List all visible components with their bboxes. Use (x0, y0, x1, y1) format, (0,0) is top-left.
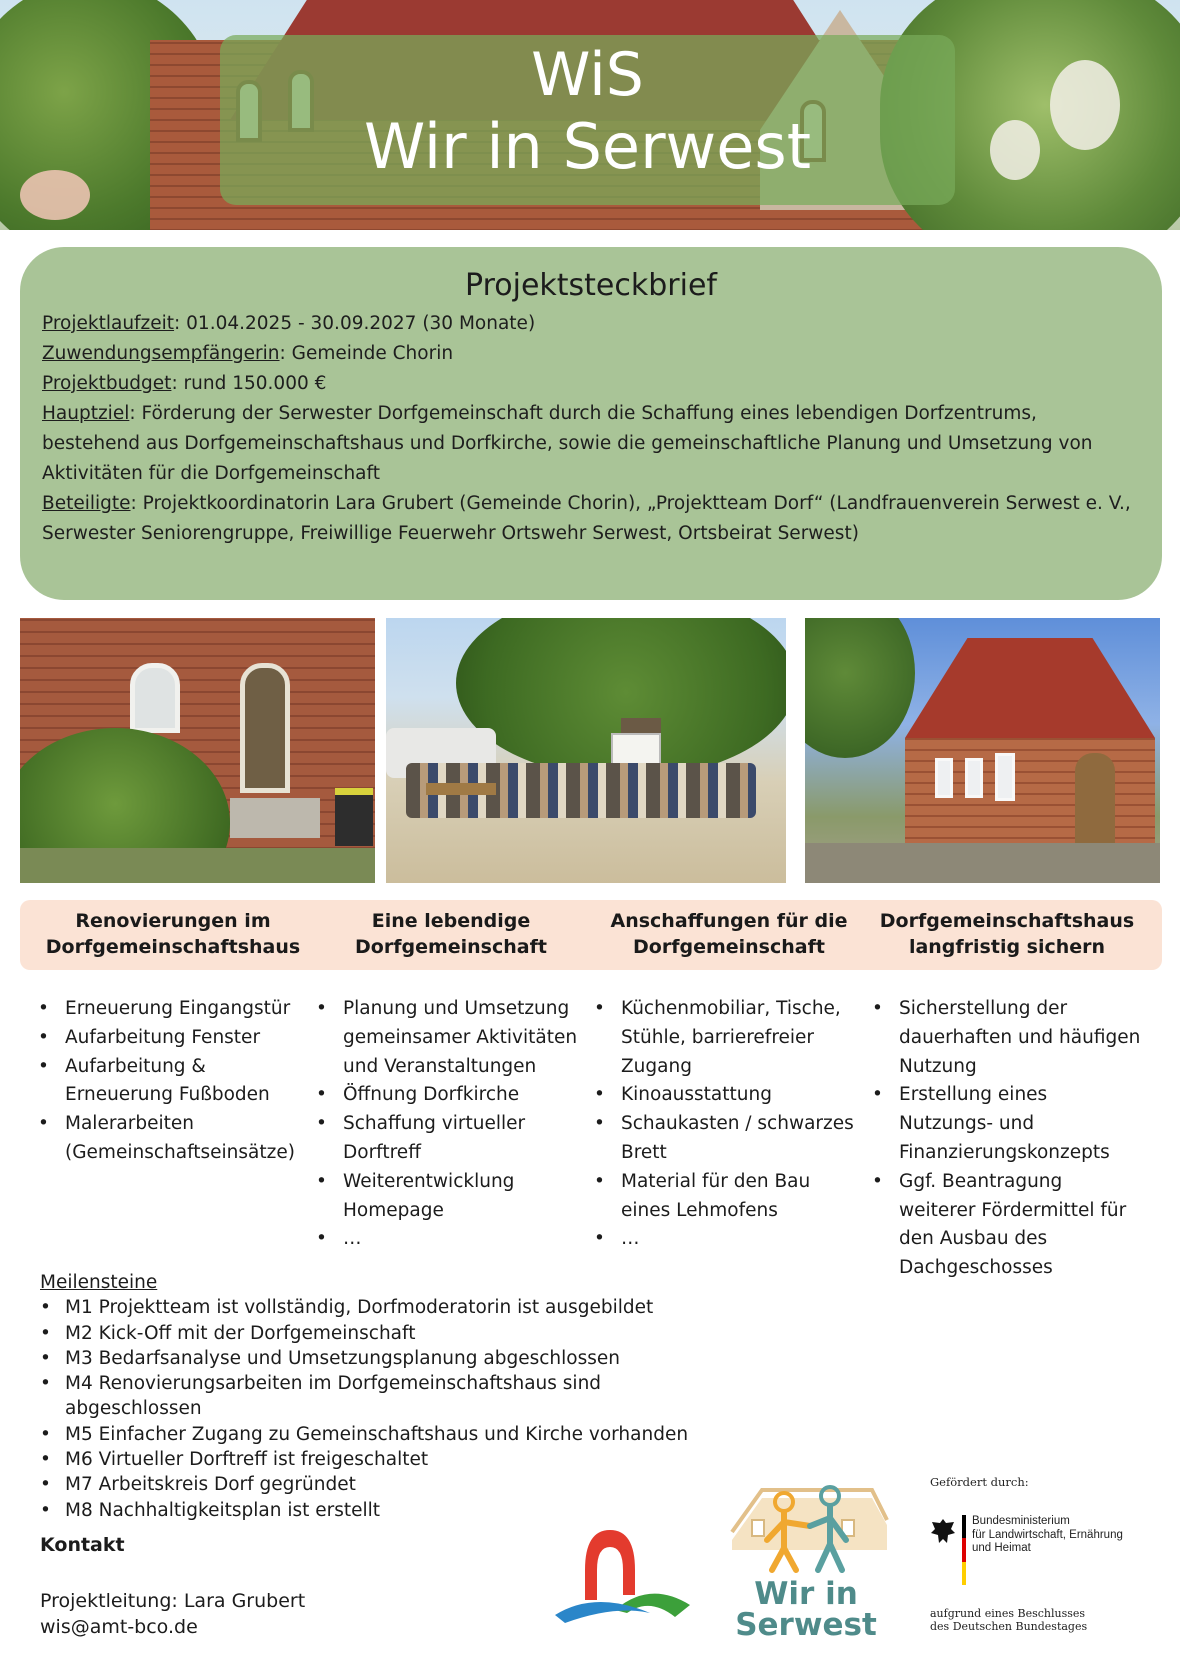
column-list-sichern (872, 995, 1142, 1283)
photo-door (1075, 753, 1115, 843)
field-key: Zuwendungsempfängerin (42, 343, 280, 364)
ministry-line: für Landwirtschaft, Ernährung (972, 1528, 1123, 1541)
decision-line: aufgrund eines Beschlusses (930, 1607, 1086, 1620)
list-item: • Kinoausstattung (594, 1081, 864, 1110)
brief-heading: Projektsteckbrief (465, 268, 717, 303)
ministry-line: Bundesministerium (972, 1515, 1070, 1527)
column-list-anschaffungen (594, 995, 864, 1254)
column-heading-anschaffungen: Anschaffungen für die Dorfgemeinschaft (610, 910, 848, 958)
list-item: • … (316, 1225, 586, 1254)
contact-email[interactable]: wis@amt-bco.de (40, 1616, 198, 1638)
milestones (40, 1270, 740, 1523)
field-key: Hauptziel (42, 403, 130, 424)
field-value: : Förderung der Serwester Dorfgemeinschaft durch die Schaffung eines lebendigen Dorfzentrums, bestehend aus Dorfgemeinschaftshaus und Dorfkirche, sowie die gemeinschaftliche Planung und Umsetzung von Aktivitäten für die Dorfgemeinschaft (42, 403, 1093, 484)
brief-field-budget (42, 369, 1140, 399)
wis-logo-window (752, 1520, 764, 1536)
list-item: • Ggf. Beantragung weiterer Fördermittel für den Ausbau des Dachgeschosses (872, 1168, 1142, 1283)
field-value: : Gemeinde Chorin (279, 343, 454, 364)
photo-window (130, 663, 180, 733)
list-item: • Erstellung eines Nutzungs- und Finanzierungskonzepts (872, 1081, 1142, 1167)
column-heading-sichern: Dorfgemeinschaftshaus langfristig sichern (879, 910, 1135, 958)
list-item: • … (594, 1225, 864, 1254)
brief-field-beteiligte (42, 489, 1140, 549)
milestone-item: • M7 Arbeitskreis Dorf gegründet (40, 1472, 740, 1497)
blossom (1050, 60, 1120, 150)
blossom (990, 120, 1040, 180)
milestone-item: • M4 Renovierungsarbeiten im Dorfgemeinschaftshaus sind abgeschlossen (40, 1371, 740, 1422)
photo-building-door (20, 618, 375, 883)
milestones-list (40, 1295, 740, 1523)
photo-window (935, 758, 953, 798)
photo-bin (335, 788, 373, 846)
milestones-title: Meilensteine (40, 1272, 158, 1293)
field-value: : rund 150.000 € (171, 373, 327, 394)
milestone-item: • M6 Virtueller Dorftreff ist freigeschaltet (40, 1447, 740, 1472)
field-key: Projektlaufzeit (42, 313, 175, 334)
contact-lead: Projektleitung: Lara Grubert (40, 1590, 306, 1612)
ministry-line: und Heimat (972, 1542, 1031, 1554)
milestone-item: • M8 Nachhaltigkeitsplan ist erstellt (40, 1498, 740, 1523)
wis-logo-text-line1: Wir in (754, 1576, 858, 1612)
list-item: • Schaffung virtueller Dorftreff (316, 1110, 586, 1168)
amt-logo (555, 1525, 695, 1625)
list-item: • Sicherstellung der dauerhaften und häufigen Nutzung (872, 995, 1142, 1081)
photo-community-house (805, 618, 1160, 883)
milestone-item: • M5 Einfacher Zugang zu Gemeinschaftshaus und Kirche vorhanden (40, 1422, 740, 1447)
milestone-item: • M2 Kick-Off mit der Dorfgemeinschaft (40, 1321, 740, 1346)
photo-window (965, 758, 983, 798)
milestone-item: • M3 Bedarfsanalyse und Umsetzungsplanung abgeschlossen (40, 1346, 740, 1371)
photo-village-meeting (386, 618, 786, 883)
project-brief (20, 247, 1162, 600)
list-item: • Weiterentwicklung Homepage (316, 1168, 586, 1226)
brief-field-hauptziel (42, 399, 1140, 489)
brief-field-empfaengerin (42, 339, 1140, 369)
photo-window (995, 753, 1015, 801)
photo-yard (805, 843, 1160, 883)
field-value: : 01.04.2025 - 30.09.2027 (30 Monate) (174, 313, 536, 334)
list-item: • Erneuerung Eingangstür (38, 995, 308, 1024)
field-key: Beteiligte (42, 493, 131, 514)
photo-steps (230, 798, 320, 838)
column-heading-dorfgemeinschaft: Eine lebendige Dorfgemeinschaft (355, 910, 547, 958)
list-item: • Material für den Bau eines Lehmofens (594, 1168, 864, 1226)
field-key: Projektbudget (42, 373, 172, 394)
field-value: : Projektkoordinatorin Lara Grubert (Gemeinde Chorin), „Projektteam Dorf“ (Landfrauenverein Serwest e. V., Serwester Seniorengruppe, Freiwillige Feuerwehr Ortswehr Serwest, Ortsbeirat Serwest) (42, 493, 1131, 544)
federal-eagle-icon (930, 1517, 956, 1547)
list-item: • Planung und Umsetzung gemeinsamer Aktivitäten und Veranstaltungen (316, 995, 586, 1081)
ministry-name (972, 1515, 1123, 1556)
photo-door (240, 663, 290, 793)
decision-line: des Deutschen Bundestages (930, 1620, 1088, 1633)
title-full: Wir in Serwest (363, 110, 812, 183)
contact-title: Kontakt (40, 1534, 125, 1556)
column-list-renovierungen (38, 995, 308, 1168)
bundestag-decision (930, 1607, 1087, 1633)
blossom (20, 170, 90, 220)
title-short: WiS (531, 40, 644, 110)
funder-block (930, 1475, 1160, 1633)
column-list-dorfgemeinschaft (316, 995, 586, 1254)
list-item: • Küchenmobiliar, Tische, Stühle, barrierefreier Zugang (594, 995, 864, 1081)
photo-tree (805, 618, 915, 758)
german-flag-icon (962, 1515, 966, 1585)
photo-bench (426, 783, 496, 795)
photo-grass (20, 848, 375, 883)
list-item: • Malerarbeiten (Gemeinschaftseinsätze) (38, 1110, 308, 1168)
list-item: • Aufarbeitung Fenster (38, 1024, 308, 1053)
list-item: • Schaukasten / schwarzes Brett (594, 1110, 864, 1168)
photo-roof (905, 638, 1155, 738)
list-item: • Öffnung Dorfkirche (316, 1081, 586, 1110)
list-item: • Aufarbeitung & Erneuerung Fußboden (38, 1053, 308, 1111)
funded-by-label: Gefördert durch: (930, 1475, 1029, 1489)
amt-logo-arch (585, 1530, 635, 1600)
milestone-item: • M1 Projektteam ist vollständig, Dorfmoderatorin ist ausgebildet (40, 1295, 740, 1320)
column-heading-renovierungen: Renovierungen im Dorfgemeinschaftshaus (45, 910, 301, 958)
header-banner (0, 0, 1180, 230)
wis-logo-text-line2: Serwest (735, 1607, 877, 1643)
brief-field-laufzeit (42, 309, 1140, 339)
